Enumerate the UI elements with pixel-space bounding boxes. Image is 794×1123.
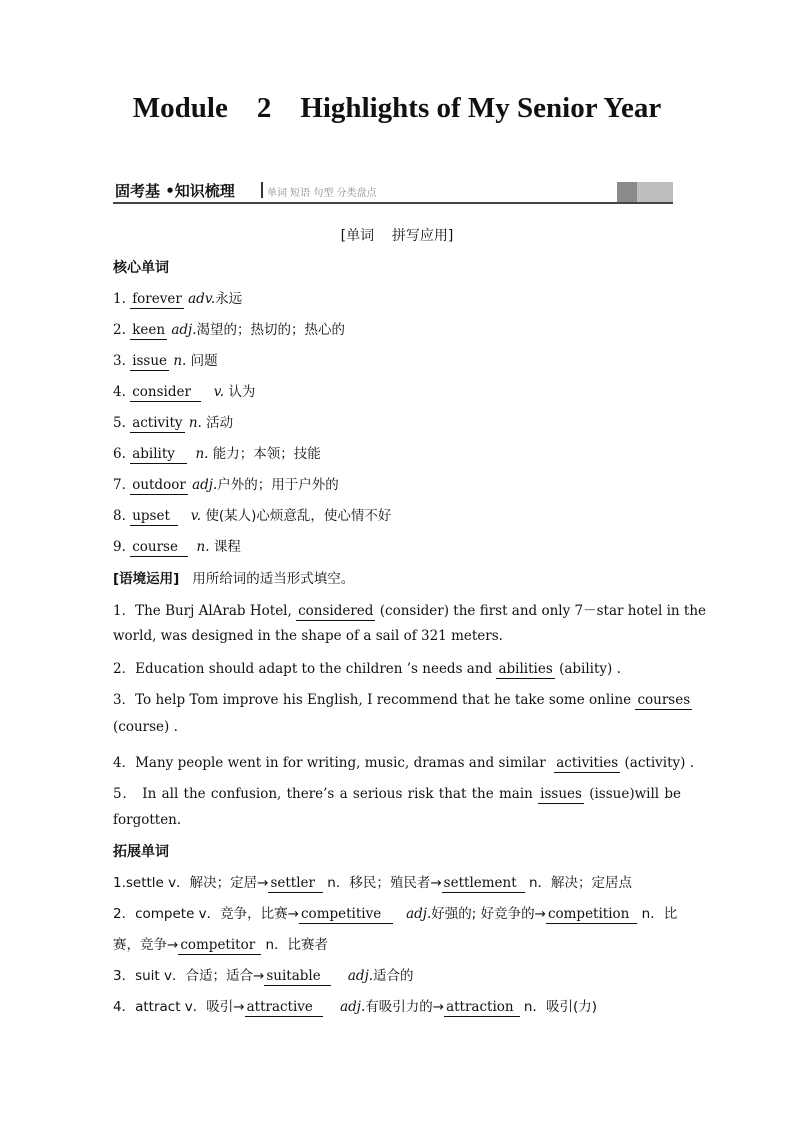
word-text: 2．compete v．竞争，比赛→ xyxy=(113,906,299,922)
answer-blank: competition xyxy=(546,907,637,924)
part-of-speech: adj. xyxy=(340,999,366,1015)
sentence-text: (consider) the first and only 7－star hotel in the xyxy=(379,603,707,619)
answer-blank: considered xyxy=(298,603,374,619)
answer-blank: attraction xyxy=(444,1000,520,1017)
answer-blank: issues xyxy=(540,786,582,802)
context-label: [语境运用] xyxy=(113,571,180,587)
core-words-heading: 核心单词 xyxy=(113,260,169,276)
meaning: 能力；本领；技能 xyxy=(212,446,321,462)
banner-divider xyxy=(261,182,263,198)
banner-subtitle: 单词 短语 句型 分类盘点 xyxy=(267,188,377,199)
item-number: 2. xyxy=(113,322,126,338)
sentence-text: 2．Education should adapt to the children ’s needs and xyxy=(113,661,493,677)
word-text: 3．suit v．合适；适合→ xyxy=(113,968,265,984)
extended-item-1 xyxy=(113,871,632,893)
sentence-text: (issue)will be xyxy=(589,786,681,802)
word-text: 好强的; 好竞争的→ xyxy=(431,906,546,922)
meaning: 户外的；用于户外的 xyxy=(217,477,339,493)
sentence-text: (ability) . xyxy=(559,661,621,677)
item-number: 4. xyxy=(113,384,126,400)
answer-blank: course xyxy=(130,540,188,557)
answer-blank: activities xyxy=(556,755,619,771)
banner-title: 固考基 •知识梳理 xyxy=(115,182,235,200)
answer-blank: suitable xyxy=(264,969,330,986)
section-banner xyxy=(113,180,673,204)
item-number: 8. xyxy=(113,508,126,524)
core-item-4 xyxy=(113,380,255,402)
context-usage-header xyxy=(113,567,354,587)
extended-item-4 xyxy=(113,995,597,1017)
sentence-text: 1．The Burj AlArab Hotel, xyxy=(113,603,292,619)
extended-words-heading: 拓展单词 xyxy=(113,844,169,860)
sentence-text: (activity) . xyxy=(624,755,694,771)
core-item-1 xyxy=(113,287,242,309)
answer-blank: keen xyxy=(132,322,166,338)
meaning: 使(某人)心烦意乱，使心情不好 xyxy=(205,508,392,524)
answer-blank: competitor xyxy=(178,938,261,955)
core-item-2 xyxy=(113,318,345,340)
extended-item-2-line-2 xyxy=(113,933,328,955)
part-of-speech: adj. xyxy=(171,322,197,338)
answer-blank: outdoor xyxy=(132,477,186,493)
meaning: 问题 xyxy=(190,353,218,369)
word-text: n．比 xyxy=(641,906,678,922)
sentence-5-line-1 xyxy=(113,782,681,804)
answer-blank: competitive xyxy=(299,907,393,924)
answer-blank: ability xyxy=(130,447,187,464)
item-number: 6. xyxy=(113,446,126,462)
word-text: n．吸引(力) xyxy=(523,999,597,1015)
sentence-text: 4．Many people went in for writing, music, dramas and similar xyxy=(113,755,546,771)
context-instruction: 用所给词的适当形式填空。 xyxy=(192,571,355,587)
core-item-8 xyxy=(113,504,391,526)
sentence-text: 5． In all the confusion, there’s a serious risk that the main xyxy=(113,786,533,802)
core-item-3 xyxy=(113,349,218,371)
word-text: n．移民；殖民者→ xyxy=(327,875,442,891)
answer-blank: activity xyxy=(132,415,183,431)
sentence-2 xyxy=(113,657,621,679)
word-text: n．比赛者 xyxy=(265,937,329,953)
part-of-speech: n. xyxy=(173,353,187,369)
part-of-speech: v. xyxy=(190,508,202,524)
word-text: 4．attract v．吸引→ xyxy=(113,999,245,1015)
meaning: 课程 xyxy=(213,539,241,555)
sentence-1-line-1 xyxy=(113,599,707,621)
sentence-4 xyxy=(113,751,694,773)
answer-blank: abilities xyxy=(498,661,553,677)
extended-item-3 xyxy=(113,964,414,986)
meaning: 认为 xyxy=(228,384,256,400)
part-of-speech: v. xyxy=(213,384,225,400)
answer-blank: courses xyxy=(637,692,691,708)
item-number: 7. xyxy=(113,477,126,493)
item-number: 9. xyxy=(113,539,126,555)
answer-blank: settlement xyxy=(442,876,525,893)
sentence-5-line-2 xyxy=(113,812,181,828)
word-text: 适合的 xyxy=(373,968,414,984)
meaning: 渴望的；热切的；热心的 xyxy=(196,322,346,338)
part-of-speech: adj. xyxy=(406,906,432,922)
sentence-1-line-2 xyxy=(113,628,503,644)
sentence-text: (course) . xyxy=(113,719,178,735)
sentence-text: 3．To help Tom improve his English, I recommend that he take some online xyxy=(113,692,632,708)
word-text: n．解决；定居点 xyxy=(528,875,633,891)
part-of-speech: n. xyxy=(188,415,202,431)
part-of-speech: adj. xyxy=(347,968,374,984)
item-number: 1. xyxy=(113,291,126,307)
answer-blank: forever xyxy=(132,291,182,307)
word-text: 有吸引力的→ xyxy=(365,999,445,1015)
core-item-7 xyxy=(113,473,339,495)
answer-blank: settler xyxy=(268,876,323,893)
sentence-text: world, was designed in the shape of a sail of 321 meters. xyxy=(113,628,503,644)
answer-blank: attractive xyxy=(245,1000,323,1017)
meaning: 永远 xyxy=(215,291,243,307)
section-title: [单词 拼写应用] xyxy=(340,228,454,244)
answer-blank: consider xyxy=(130,385,201,402)
part-of-speech: adv. xyxy=(188,291,216,307)
sentence-text: forgotten. xyxy=(113,812,182,828)
core-item-6 xyxy=(113,442,321,464)
answer-blank: upset xyxy=(130,509,178,526)
meaning: 活动 xyxy=(206,415,234,431)
part-of-speech: n. xyxy=(196,539,210,555)
banner-decoration-light xyxy=(637,182,673,202)
item-number: 5. xyxy=(113,415,126,431)
word-text: 1.settle v．解决；定居→ xyxy=(113,875,269,891)
part-of-speech: adj. xyxy=(192,477,218,493)
part-of-speech: n. xyxy=(195,446,209,462)
core-item-5 xyxy=(113,411,233,433)
sentence-3-line-2 xyxy=(113,719,178,735)
banner-decoration-dark xyxy=(617,182,637,202)
sentence-3-line-1 xyxy=(113,688,691,710)
core-item-9 xyxy=(113,535,241,557)
page-title: Module 2 Highlights of My Senior Year xyxy=(132,92,662,124)
item-number: 3. xyxy=(113,353,126,369)
answer-blank: issue xyxy=(132,353,168,369)
word-text: 赛，竞争→ xyxy=(113,937,179,953)
extended-item-2-line-1 xyxy=(113,902,681,924)
